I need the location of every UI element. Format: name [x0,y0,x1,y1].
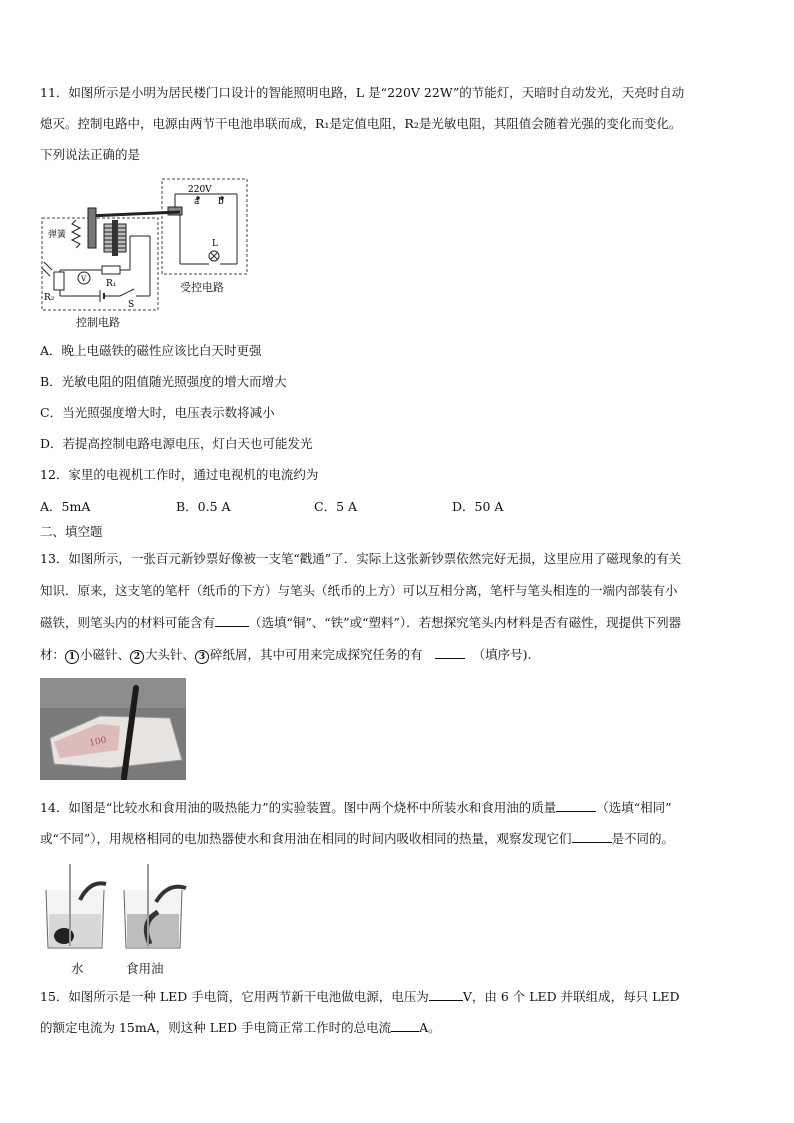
circled-number-3: 3 [195,650,209,664]
q13-blank-items[interactable] [435,646,465,659]
svg-text:S: S [128,300,135,310]
svg-text:a: a [194,197,200,207]
q15-line-2: 的额定电流为 15mA，则这种 LED 手电筒正常工作时的总电流 A。 [40,1020,441,1035]
q11-line-2: 熄灭。控制电路中，电源由两节干电池串联而成，R₁是定值电阻，R₂是光敏电阻，其阻值会随着光强的变化而变化。 [40,116,682,131]
q14-line-1: 14．如图是“比较水和食用油的吸热能力”的实验装置。图中两个烧杯中所装水和食用油的质量 （选填“相同” [40,800,672,815]
q15-blank-voltage[interactable] [429,988,463,1001]
svg-text:R₁: R₁ [106,279,117,289]
svg-text:R₂: R₂ [44,293,55,303]
caption-control-circuit: 控制电路 [76,316,120,329]
banknote-pen-photo [40,678,186,780]
q11-line-3: 下列说法正确的是 [40,147,141,162]
q13-line-3: 磁铁，则笔头内的材料可能含有 （选填“铜”、“铁”或“塑料”）．若想探究笔头内材料是否有磁性，现提供下列器 [40,615,682,630]
q11-option-a: A．晚上电磁铁的磁性应该比白天时更强 [40,343,262,358]
label-oil: 食用油 [126,961,164,976]
q13-blank-material[interactable] [215,614,249,627]
spring-icon [72,220,80,248]
q12-stem: 12．家里的电视机工作时，通过电视机的电流约为 [40,467,319,482]
q12-option-b: B．0.5 A [176,499,231,514]
q15-blank-current[interactable] [391,1019,419,1032]
circled-number-2: 2 [130,650,144,664]
label-water: 水 [71,961,84,976]
photoresistor-r2 [54,272,64,290]
q14-line-2: 或“不同”），用规格相同的电加热器使水和食用油在相同的时间内吸收相同的热量，观察发现它们 是不同的。 [40,831,675,846]
circled-number-1: 1 [65,650,79,664]
switch-icon [120,289,134,296]
svg-text:V: V [81,275,87,283]
caption-controlled-circuit: 受控电路 [180,281,224,294]
q13-line-1: 13．如图所示，一张百元新钞票好像被一支笔“戳通”了．实际上这张新钞票依然完好无损，这里应用了磁现象的有关 [40,551,682,566]
q14-blank-observation[interactable] [572,830,612,843]
label-220v: 220V [188,185,212,195]
q15-line-1: 15．如图所示是一种 LED 手电筒，它用两节新干电池做电源，电压为 V，由 6 个 LED 并联组成，每只 LED [40,989,680,1004]
section-heading: 二、填空题 [40,524,103,539]
armature-lever [88,212,180,216]
q12-option-a: A．5mA [40,499,91,514]
q11-option-d: D．若提高控制电路电源电压，灯白天也可能发光 [40,436,313,451]
q11-line-1: 11．如图所示是小明为居民楼门口设计的智能照明电路，L 是“220V 22W”的节能灯，天暗时自动发光，天亮时自动 [40,85,685,100]
q11-option-b: B．光敏电阻的阻值随光照强度的增大而增大 [40,374,287,389]
q14-blank-mass[interactable] [556,799,596,812]
svg-text:L: L [212,239,218,249]
q13-line-2: 知识．原来，这支笔的笔杆（纸币的下方）与笔头（纸币的上方）可以互相分离，笔杆与笔头相连的一端内部装有小 [40,583,678,598]
svg-text:100: 100 [88,735,108,749]
q12-option-d: D．50 A [452,499,504,514]
beakers-photo [40,862,190,954]
q12-option-c: C．5 A [314,499,358,514]
resistor-r1 [102,266,120,274]
q13-line-4: 材： 1 小磁针、 2 大头针、 3 碎纸屑，其中可用来完成探究任务的有 （填序号). [40,647,532,662]
svg-text:弹簧: 弹簧 [48,230,67,240]
svg-text:b: b [218,197,224,207]
circuit-figure [40,176,252,328]
q11-option-c: C．当光照强度增大时，电压表示数将减小 [40,405,275,420]
